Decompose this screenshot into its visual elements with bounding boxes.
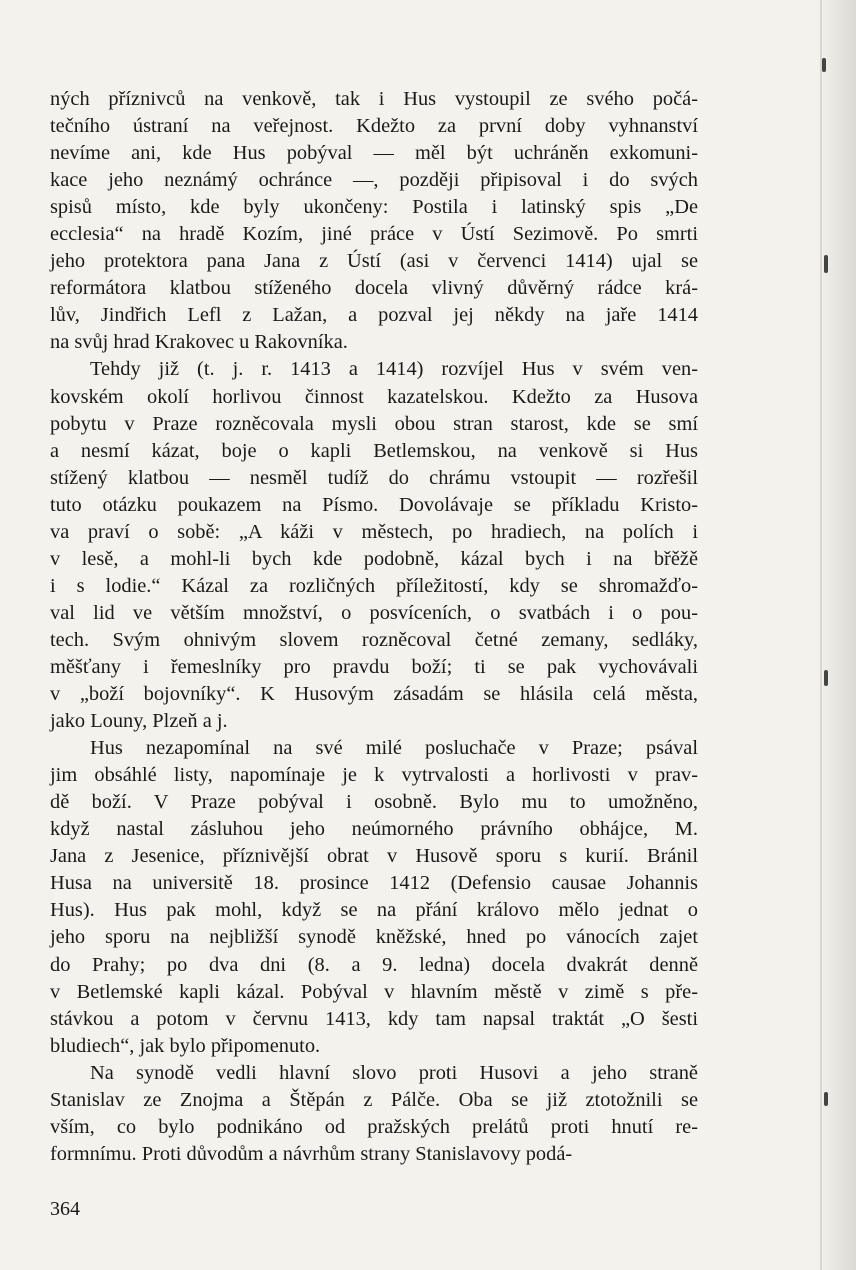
text-line: bludiech“, jak bylo připomenuto. (50, 1034, 321, 1057)
body-text (50, 86, 698, 1168)
paragraph (50, 1060, 698, 1168)
text-line: va praví o sobě: „A káži v městech, po hradiech, na polích i (50, 520, 698, 543)
text-line: dě boží. V Praze pobýval i osobně. Bylo mu to umožněno, (50, 791, 698, 814)
text-line: v lesě, a mohl-li bych kde podobně, kázal bych i na břěžě (50, 547, 698, 570)
text-line: Hus nezapomínal na své milé posluchače v Praze; psával (90, 737, 698, 760)
text-line: v Betlemské kapli kázal. Pobýval v hlavním městě v zimě s pře- (50, 980, 698, 1003)
text-line: kovském okolí horlivou činnost kazatelskou. Kdežto za Husova (50, 385, 698, 408)
binding-mark (824, 255, 828, 273)
text-line: měšťany i řemeslníky pro pravdu boží; ti se pak vychovávali (50, 655, 698, 678)
text-line: do Prahy; po dva dni (8. a 9. ledna) docela dvakrát denně (50, 953, 698, 976)
text-line: Husa na universitě 18. prosince 1412 (Defensio causae Johannis (50, 872, 698, 895)
text-line: vším, co bylo podnikáno od pražských prelátů proti hnutí re- (50, 1115, 698, 1138)
text-line: tech. Svým ohnivým slovem rozněcoval četné zemany, sedláky, (50, 628, 698, 651)
page-gutter (816, 0, 856, 1270)
text-line: Tehdy již (t. j. r. 1413 a 1414) rozvíjel Hus v svém ven- (90, 358, 698, 381)
text-line: pobytu v Praze rozněcovala mysli obou stran starost, kde se smí (50, 412, 698, 435)
paragraph (50, 86, 698, 356)
text-line: spisů místo, kde byly ukončeny: Postila i latinský spis „De (50, 196, 698, 219)
text-line: tečního ústraní na veřejnost. Kdežto za první doby vyhnanství (50, 115, 698, 138)
text-line: kace jeho neznámý ochránce —, později připisoval i do svých (50, 169, 698, 192)
text-line: ecclesia“ na hradě Kozím, jiné práce v Ústí Sezimově. Po smrti (50, 223, 698, 246)
text-line: lův, Jindřich Lefl z Lažan, a pozval jej někdy na jaře 1414 (50, 304, 698, 327)
paragraph (50, 356, 698, 735)
binding-mark (824, 1092, 828, 1106)
text-line: stížený klatbou — nesměl tudíž do chrámu vstoupit — rozřešil (50, 466, 698, 489)
text-line: v „boží bojovníky“. K Husovým zásadám se hlásila celá města, (50, 683, 698, 706)
text-line: ných příznivců na venkově, tak i Hus vystoupil ze svého počá- (50, 88, 698, 110)
text-line: jeho protektora pana Jana z Ústí (asi v červenci 1414) ujal se (50, 250, 698, 273)
text-line: jeho sporu na nejbližší synodě kněžské, hned po vánocích zajet (50, 926, 698, 949)
paragraph (50, 735, 698, 1060)
text-line: nevíme ani, kde Hus pobýval — měl být uchráněn exkomuni- (50, 142, 698, 165)
text-line: jako Louny, Plzeň a j. (50, 710, 228, 733)
text-line: tuto otázku poukazem na Písmo. Dovolávaje se příkladu Kristo- (50, 493, 698, 516)
text-line: Hus). Hus pak mohl, když se na přání královo mělo jednat o (50, 899, 698, 922)
text-line: Na synodě vedli hlavní slovo proti Husovi a jeho straně (90, 1061, 698, 1084)
text-line: Jana z Jesenice, příznivější obrat v Husově sporu s kurií. Bránil (50, 845, 698, 868)
page-number: 364 (50, 1198, 80, 1220)
text-line: na svůj hrad Krakovec u Rakovníka. (50, 331, 348, 354)
text-line: reformátora klatbou stíženého docela vlivný důvěrný rádce krá- (50, 277, 698, 300)
text-line: i s lodie.“ Kázal za rozličných příležitostí, kdy se shromažďo- (50, 574, 698, 597)
text-line: jim obsáhlé listy, napomínaje je k vytrvalosti a horlivosti v prav- (50, 764, 698, 787)
binding-mark (822, 58, 826, 72)
text-line: val lid ve větším množství, o posvíceních, o svatbách i o pou- (50, 601, 698, 624)
text-line: když nastal zásluhou jeho neúmorného právního obhájce, M. (50, 818, 698, 841)
text-line: stávkou a potom v červnu 1413, kdy tam napsal traktát „O šesti (50, 1007, 698, 1030)
text-line: Stanislav ze Znojma a Štěpán z Pálče. Oba se již ztotožnili se (50, 1088, 698, 1111)
text-line: a nesmí kázat, boje o kapli Betlemskou, na venkově si Hus (50, 439, 698, 462)
binding-mark (824, 670, 828, 686)
text-line: formnímu. Proti důvodům a návrhům strany Stanislavovy podá- (50, 1142, 573, 1165)
